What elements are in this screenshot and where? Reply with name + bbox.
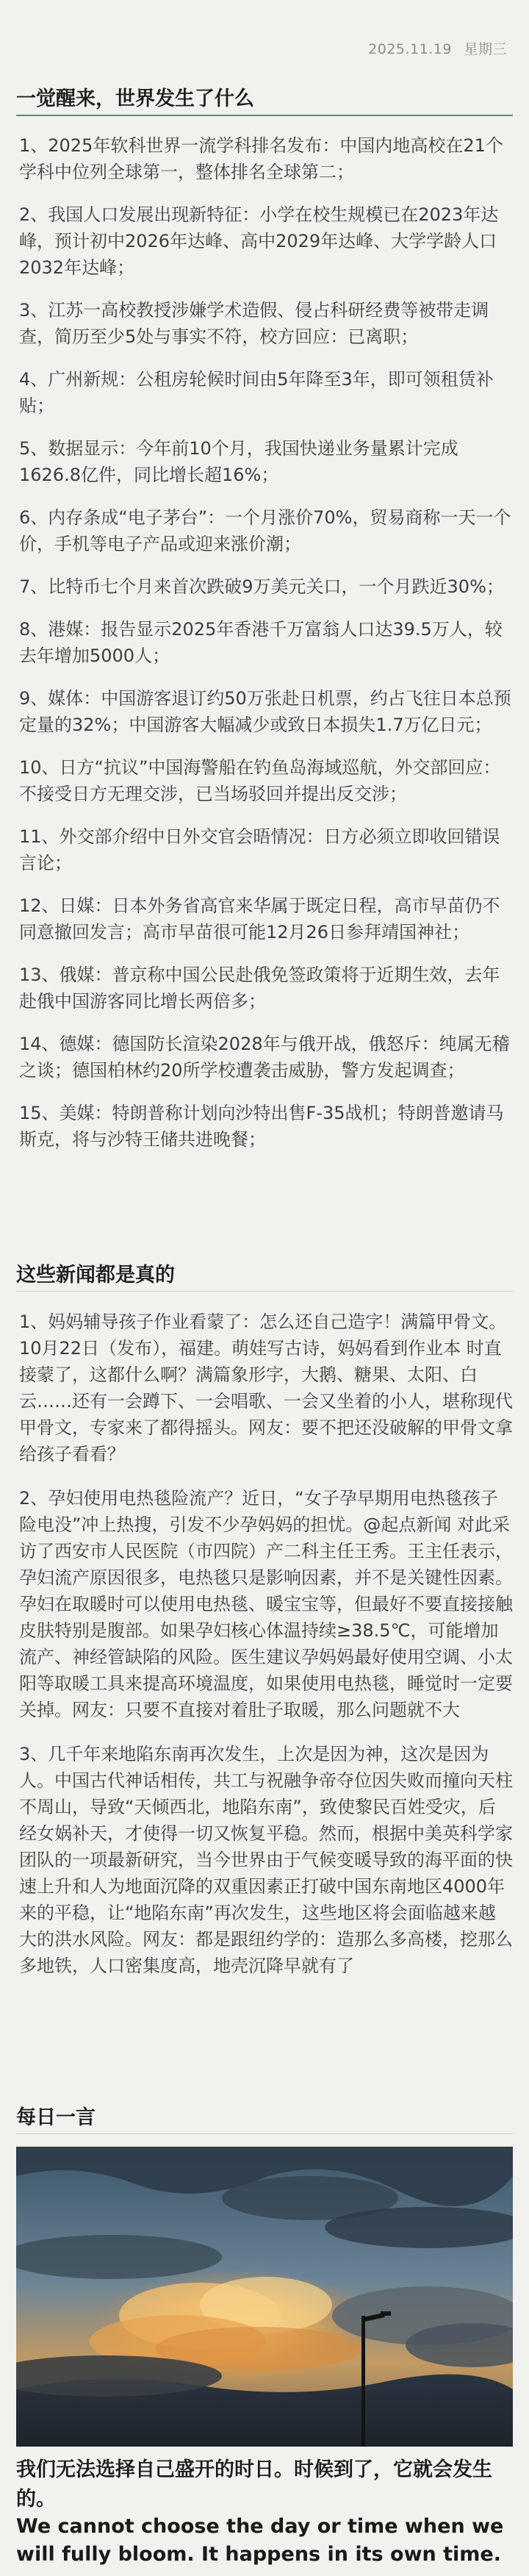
- sunset-clouds-streetlamp-icon: [16, 2147, 513, 2447]
- news-item: 12、日媒：日本外务省高官来华属于既定日程，高市早苗仍不同意撤回发言；高市早苗很可能12月26日参拜靖国神社；: [19, 895, 500, 942]
- story-list: [19, 1309, 513, 1997]
- news-item: 7、比特币七个月来首次跌破9万美元关口，一个月跌近30%；: [19, 576, 504, 597]
- news-item: 10、日方“抗议”中国海警船在钓鱼岛海域巡航，外交部回应：不接受日方无理交涉，已当场驳回并提出反交涉；: [19, 757, 501, 804]
- news-item: 9、媒体：中国游客退订约50万张赴日机票，约占飞往日本总预定量的32%；中国游客大幅减少或致日本损失1.7万亿日元；: [19, 688, 511, 735]
- story-item: 3、几千年来地陷东南再次发生，上次是因为神，这次是因为人。中国古代神话相传，共工与祝融争帝夺位因失败而撞向天柱不周山，导致“天倾西北，地陷东南”，致使黎民百姓受灾，后经女娲补天，才使得一切又恢复平稳。然而，根据中美英科学家团队的一项最新研究，当今世界由于气候变暖导致的海平面的快速上升和人为地面沉降的双重因素正打破中国东南地区4000年来的平稳，让“地陷东南”再次发生，这些地区将会面临越来越大的洪水风险。网友：都是跟纽约学的：造那么多高楼，挖那么多地铁，人口密集度高，地壳沉降早就有了: [19, 1744, 513, 1976]
- sunset-clouds-photo: [16, 2147, 513, 2447]
- news-item: 1、2025年软科世界一流学科排名发布：中国内地高校在21个学科中位列全球第一，整体排名全球第二；: [19, 135, 503, 182]
- news-item: 5、数据显示：今年前10个月，我国快递业务量累计完成1626.8亿件，同比增长超16%；: [19, 438, 458, 485]
- news-item: 2、我国人口发展出现新特征：小学在校生规模已在2023年达峰，预计初中2026年达峰、高中2029年达峰、大学学龄人口2032年达峰；: [19, 204, 499, 278]
- story-item: 1、妈妈辅导孩子作业看蒙了：怎么还自己造字！满篇甲骨文。10月22日（发布），福建。萌娃写古诗，妈妈看到作业本 时直接蒙了，这都什么啊？满篇象形字，大鹅、糖果、太阳、白云……还有一会蹲下、一会唱歌、一会又坐着的小人，堪称现代甲骨文，专家来了都得摇头。网友：要不把还没破解的甲骨文拿给孩子看看？: [19, 1312, 513, 1464]
- weekday-text: 星期三: [464, 41, 507, 57]
- news-section-title: 一觉醒来，世界发生了什么: [16, 87, 254, 110]
- news-list: [19, 132, 513, 1169]
- news-item: 4、广州新规：公租房轮候时间由5年降至3年，即可领租赁补贴；: [19, 369, 494, 416]
- news-item: 13、俄媒：普京称中国公民赴俄免签政策将于近期生效，去年赴俄中国游客同比增长两倍多；: [19, 965, 500, 1012]
- quote-section-title: 每日一言: [16, 2106, 96, 2129]
- news-item: 11、外交部介绍中日外交官会晤情况：日方必须立即收回错误言论；: [19, 826, 500, 873]
- stories-section-title: 这些新闻都是真的: [16, 1264, 175, 1287]
- section-divider: [16, 1291, 513, 1292]
- quote-chinese: 我们无法选择自己盛开的时日。时候到了，它就会发生的。: [16, 2458, 492, 2511]
- news-item: 14、德媒：德国防长渲染2028年与俄开战，俄怒斥：纯属无稽之谈；德国柏林约20所学校遭袭击威胁，警方发起调查；: [19, 1034, 510, 1081]
- date-text: 2025.11.19: [368, 41, 452, 57]
- news-item: 15、美媒：特朗普称计划向沙特出售F-35战机；特朗普邀请马斯克，将与沙特王储共进晚餐；: [19, 1103, 504, 1150]
- section-divider: [16, 2133, 513, 2134]
- news-item: 8、港媒：报告显示2025年香港千万富翁人口达39.5万人，较去年增加5000人；: [19, 619, 503, 666]
- news-item: 3、江苏一高校教授涉嫌学术造假、侵占科研经费等被带走调查，简历至少5处与事实不符，校方回应：已离职；: [19, 300, 489, 347]
- date-header: [368, 38, 507, 58]
- story-item: 2、孕妇使用电热毯险流产？近日，“女子孕早期用电热毯孩子险电没”冲上热搜，引发不少孕妈妈的担忧。@起点新闻 对此采访了西安市人民医院（市四院）产二科主任王秀。王主任表示，孕妇流产原因很多，电热毯只是影响因素，并不是关键性因素。孕妇在取暖时可以使用电热毯、暖宝宝等，但最好不要直接接触皮肤特别是腹部。如果孕妇核心体温持续≥38.5℃，可能增加流产、神经管缺陷的风险。医生建议孕妈妈最好使用空调、小太阳等取暖工具来提高环境温度，如果使用电热毯，睡觉时一定要关掉。网友：只要不直接对着肚子取暖，那么问题就不大: [19, 1488, 513, 1720]
- quote-english: We cannot choose the day or time when we will fully bloom. It happens in its own time.: [16, 2515, 504, 2566]
- section-divider: [16, 115, 513, 116]
- news-item: 6、内存条成“电子茅台”：一个月涨价70%，贸易商称一天一个价，手机等电子产品或迎来涨价潮；: [19, 507, 511, 554]
